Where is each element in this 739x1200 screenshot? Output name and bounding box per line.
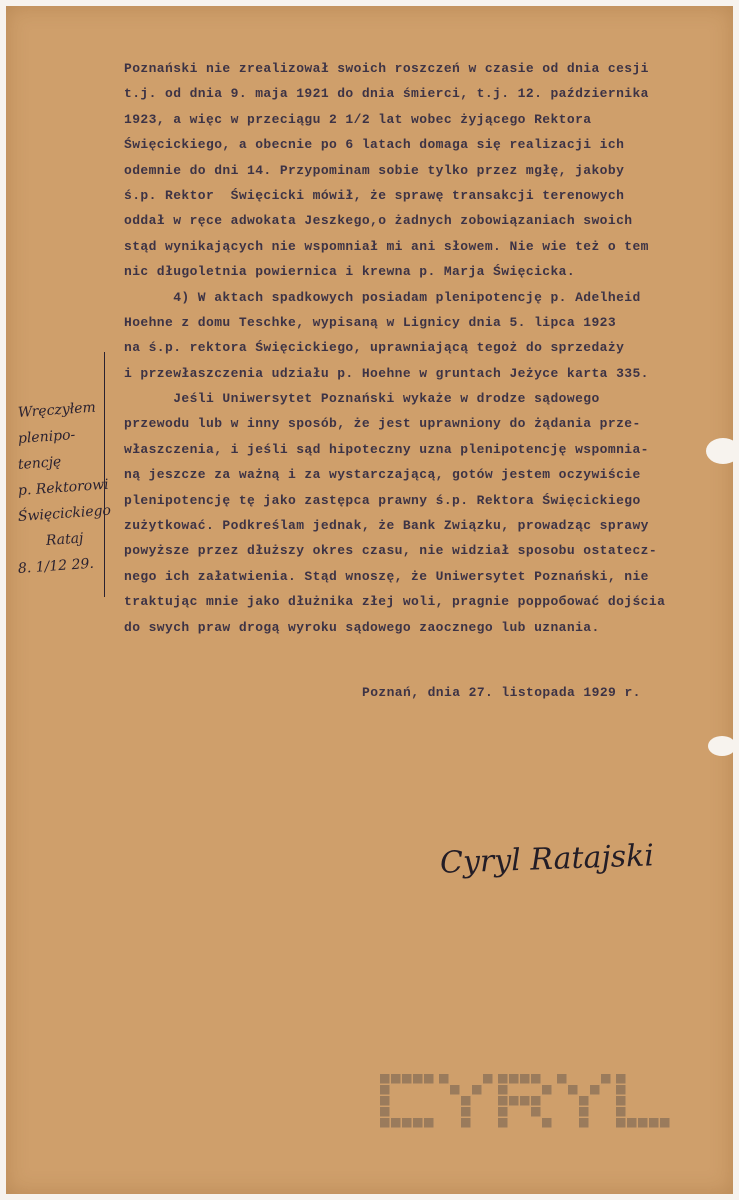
logo-pixel (380, 1085, 390, 1095)
logo-pixel (531, 1107, 541, 1117)
margin-note-line: tencję (17, 453, 62, 473)
logo-pixel (498, 1085, 508, 1095)
logo-pixel (509, 1074, 519, 1084)
logo-pixel (616, 1118, 626, 1128)
letter-line: odemnie do dni 14. Przypominam sobie tylko przez mgłę, jakoby (124, 162, 625, 178)
logo-pixel (498, 1074, 508, 1084)
logo-pixel (579, 1096, 589, 1106)
logo-pixel (579, 1107, 589, 1117)
logo-pixel (461, 1107, 471, 1117)
logo-pixel (413, 1118, 423, 1128)
margin-note-line: Święcickiego (17, 502, 112, 525)
letter-line: Poznański nie zrealizował swoich roszczeń w czasie od dnia cesji (124, 61, 649, 76)
logo-pixel (579, 1118, 589, 1128)
letter-body (124, 56, 665, 705)
logo-pixel (616, 1074, 626, 1084)
letter-line: i przewłaszczenia udziału p. Hoehne w gruntach Jeżyce karta 335. (124, 365, 649, 381)
letter-line: nic długoletnia powiernica i krewna p. Marja Święcicka. (124, 264, 576, 280)
date-line: Poznań, dnia 27. listopada 1929 r. (362, 684, 641, 700)
logo-pixel (616, 1085, 626, 1095)
cyryl-logo (380, 1074, 680, 1134)
logo-pixel (424, 1118, 434, 1128)
letter-line: Hoehne z domu Teschke, wypisaną w Lignicy dnia 5. lipca 1923 (124, 314, 617, 330)
logo-pixel (380, 1074, 390, 1084)
margin-note-line: 8. 1/12 29. (17, 555, 95, 577)
logo-pixel (542, 1118, 552, 1128)
logo-pixel (402, 1118, 412, 1128)
paper-hole-bottom (708, 736, 736, 756)
logo-pixel (380, 1096, 390, 1106)
logo-pixel (509, 1096, 519, 1106)
logo-pixel (424, 1074, 434, 1084)
logo-pixel (638, 1118, 648, 1128)
logo-pixel (520, 1074, 530, 1084)
letter-line: przewodu lub w inny sposób, że jest uprawniony do żądania prze- (124, 416, 641, 432)
letter-line: Święcickiego, a obecnie po 6 latach domaga się realizacji ich (124, 137, 625, 153)
logo-pixel (616, 1096, 626, 1106)
margin-note (18, 400, 128, 582)
margin-note-line: plenipo- (17, 427, 76, 447)
letter-line: ś.p. Rektor Święcicki mówił, że sprawę transakcji terenowych (124, 187, 625, 203)
logo-pixel (660, 1118, 670, 1128)
logo-pixel (531, 1096, 541, 1106)
letter-line: t.j. od dnia 9. maja 1921 do dnia śmierci, t.j. 12. października (124, 86, 649, 102)
letter-line: plenipotencję tę jako zastępca prawny ś.p. Rektora Święcickiego (124, 492, 641, 508)
logo-pixel (568, 1085, 578, 1095)
letter-line: zużytkować. Podkreślam jednak, że Bank Związku, prowadząc sprawy (124, 518, 649, 534)
margin-note-line: Rataj (45, 530, 84, 550)
logo-pixel (472, 1085, 482, 1095)
logo-pixel (380, 1107, 390, 1117)
logo-pixel (498, 1118, 508, 1128)
letter-line: ną jeszcze za ważną i za wystarczającą, gotów jestem oczywiście (124, 467, 641, 483)
logo-pixel (391, 1118, 401, 1128)
logo-pixel (520, 1096, 530, 1106)
letter-line: nego ich załatwienia. Stąd wnoszę, że Uniwersytet Poznański, nie (124, 568, 649, 584)
logo-pixel (483, 1074, 493, 1084)
logo-pixel (542, 1085, 552, 1095)
logo-pixel (557, 1074, 567, 1084)
logo-pixel (627, 1118, 637, 1128)
letter-line: właszczenia, i jeśli sąd hipoteczny uzna plenipotencję wspomnia- (124, 441, 649, 457)
logo-pixel (439, 1074, 449, 1084)
letter-line: 4) W aktach spadkowych posiadam plenipotencję p. Adelheid (124, 289, 641, 305)
margin-note-line: Wręczyłem (17, 399, 97, 421)
signature: Cyryl Ratajski (439, 838, 655, 881)
letter-line: powyższe przez dłuższy okres czasu, nie widział sposobu ostatecz- (124, 543, 658, 559)
logo-pixel (616, 1107, 626, 1117)
logo-pixel (461, 1096, 471, 1106)
letter-line: oddał w ręce adwokata Jeszkego,o żadnych zobowiązaniach swoich (124, 213, 633, 229)
logo-pixel (590, 1085, 600, 1095)
logo-pixel (413, 1074, 423, 1084)
logo-pixel (601, 1074, 611, 1084)
logo-pixel (380, 1118, 390, 1128)
letter-line: 1923, a więc w przeciągu 2 1/2 lat wobec żyjącego Rektora (124, 111, 592, 127)
letter-line: traktując mnie jako dłużnika złej woli, pragnie popробować dojścia (124, 594, 666, 610)
paper-hole-top (706, 438, 739, 464)
logo-pixel (391, 1074, 401, 1084)
logo-pixel (498, 1107, 508, 1117)
logo-pixel (402, 1074, 412, 1084)
letter-line: stąd wynikających nie wspomniał mi ani słowem. Nie wie też o tem (124, 238, 649, 254)
logo-pixel (461, 1118, 471, 1128)
letter-line: na ś.p. rektora Święcickiego, uprawniającą tegoż do sprzedaży (124, 340, 625, 356)
letter-line: Jeśli Uniwersytet Poznański wykaże w drodze sądowego (124, 391, 600, 407)
logo-pixel (531, 1074, 541, 1084)
margin-note-line: p. Rektorowi (17, 476, 110, 499)
logo-pixel (649, 1118, 659, 1128)
letter-line: do swych praw drogą wyroku sądowego zaocznego lub uznania. (124, 619, 600, 635)
logo-pixel (498, 1096, 508, 1106)
logo-pixel (450, 1085, 460, 1095)
